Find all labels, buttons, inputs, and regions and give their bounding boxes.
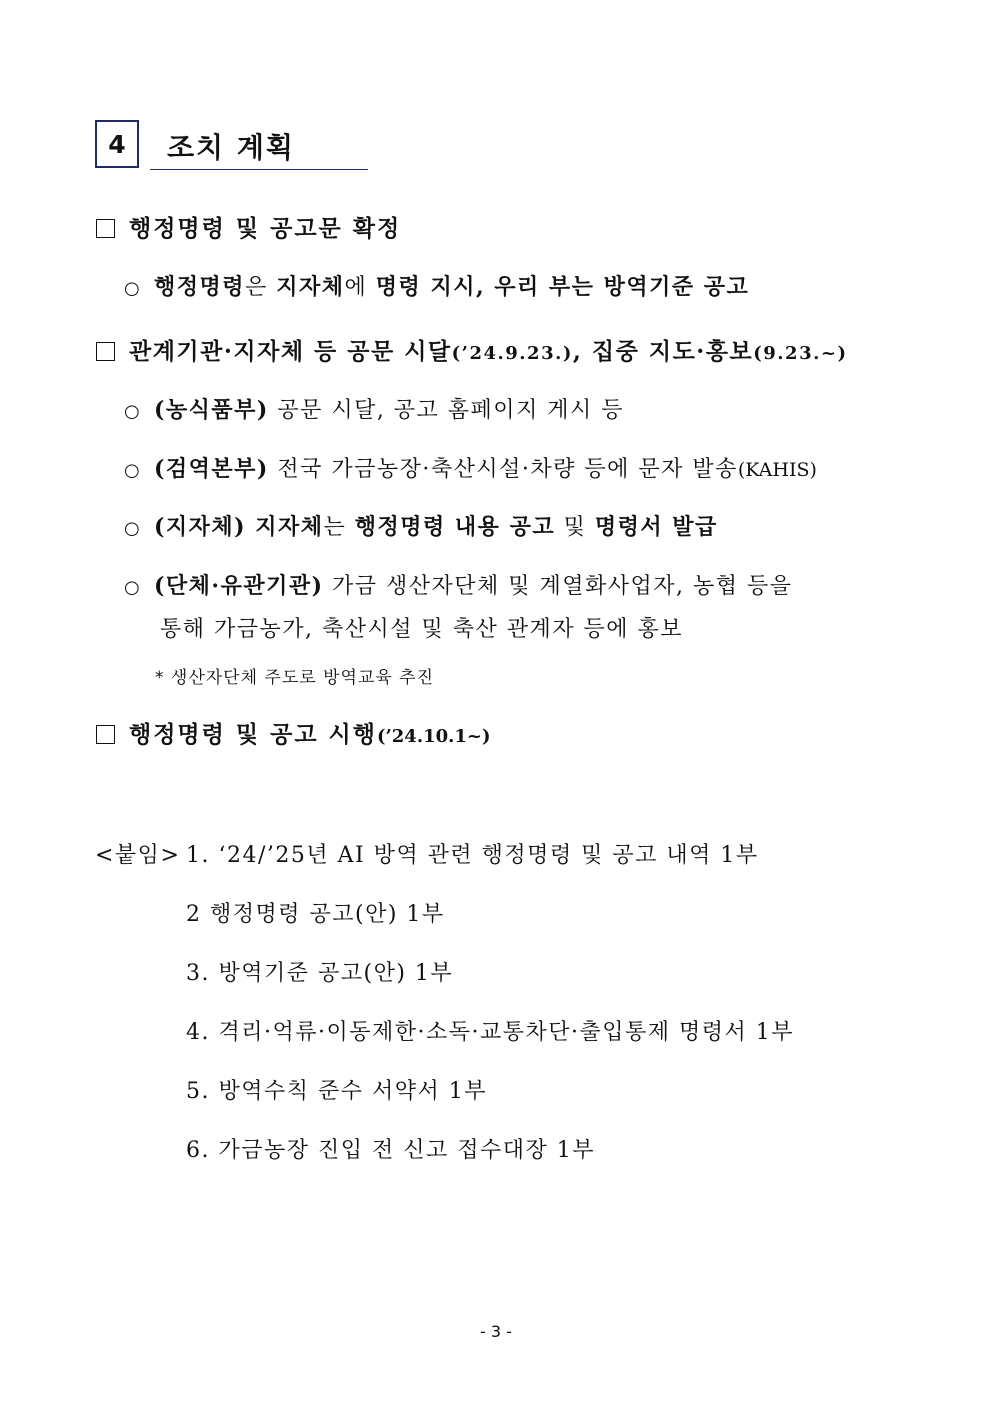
attachments-label: <붙임> bbox=[95, 843, 181, 868]
bullet-associations: ○ (단체·유관기관) 가금 생산자단체 및 계열화사업자, 농협 등을 bbox=[124, 573, 793, 599]
section-title: 조치 계획 bbox=[167, 131, 295, 164]
circle-bullet-icon: ○ bbox=[124, 577, 142, 598]
heading-order-confirm: 행정명령 및 공고문 확정 bbox=[96, 210, 401, 243]
checkbox-square-icon bbox=[96, 219, 115, 238]
bullet-associations-line2: 통해 가금농가, 축산시설 및 축산 관계자 등에 홍보 bbox=[160, 617, 683, 642]
checkbox-square-icon bbox=[96, 725, 115, 744]
attachment-item: 1. ‘24/’25년 AI 방역 관련 행정명령 및 공고 내역 1부 bbox=[186, 843, 759, 868]
bullet-qia: ○ (검역본부) 전국 가금농장·축산시설·차량 등에 문자 발송(KAHIS) bbox=[124, 456, 817, 482]
attachment-item: 6. 가금농장 진입 전 신고 접수대장 1부 bbox=[186, 1138, 595, 1163]
checkbox-square-icon bbox=[96, 342, 115, 361]
heading-enforcement: 행정명령 및 공고 시행(’24.10.1~) bbox=[96, 716, 491, 749]
page-number: - 3 - bbox=[480, 1322, 512, 1341]
attachment-item: 2 행정명령 공고(안) 1부 bbox=[186, 902, 445, 927]
footnote: * 생산자단체 주도로 방역교육 추진 bbox=[155, 668, 435, 688]
attachment-item: 5. 방역수칙 준수 서약서 1부 bbox=[186, 1079, 487, 1104]
circle-bullet-icon: ○ bbox=[124, 518, 142, 539]
bullet-mafra: ○ (농식품부) 공문 시달, 공고 홈페이지 게시 등 bbox=[124, 397, 625, 423]
bullet-admin-order: ○ 행정명령은 지자체에 명령 지시, 우리 부는 방역기준 공고 bbox=[124, 274, 750, 300]
circle-bullet-icon: ○ bbox=[124, 278, 142, 299]
section-number: 4 bbox=[108, 129, 126, 159]
circle-bullet-icon: ○ bbox=[124, 460, 142, 481]
attachment-item: 3. 방역기준 공고(안) 1부 bbox=[186, 961, 454, 986]
circle-bullet-icon: ○ bbox=[124, 401, 142, 422]
attachment-item: 4. 격리·억류·이동제한·소독·교통차단·출입통제 명령서 1부 bbox=[186, 1020, 794, 1045]
section-number-box bbox=[95, 120, 139, 168]
bullet-local-gov: ○ (지자체) 지자체는 행정명령 내용 공고 및 명령서 발급 bbox=[124, 514, 718, 540]
section-underline bbox=[150, 169, 368, 170]
heading-dispatch: 관계기관·지자체 등 공문 시달(’24.9.23.), 집중 지도·홍보(9.23.~) bbox=[96, 333, 847, 366]
